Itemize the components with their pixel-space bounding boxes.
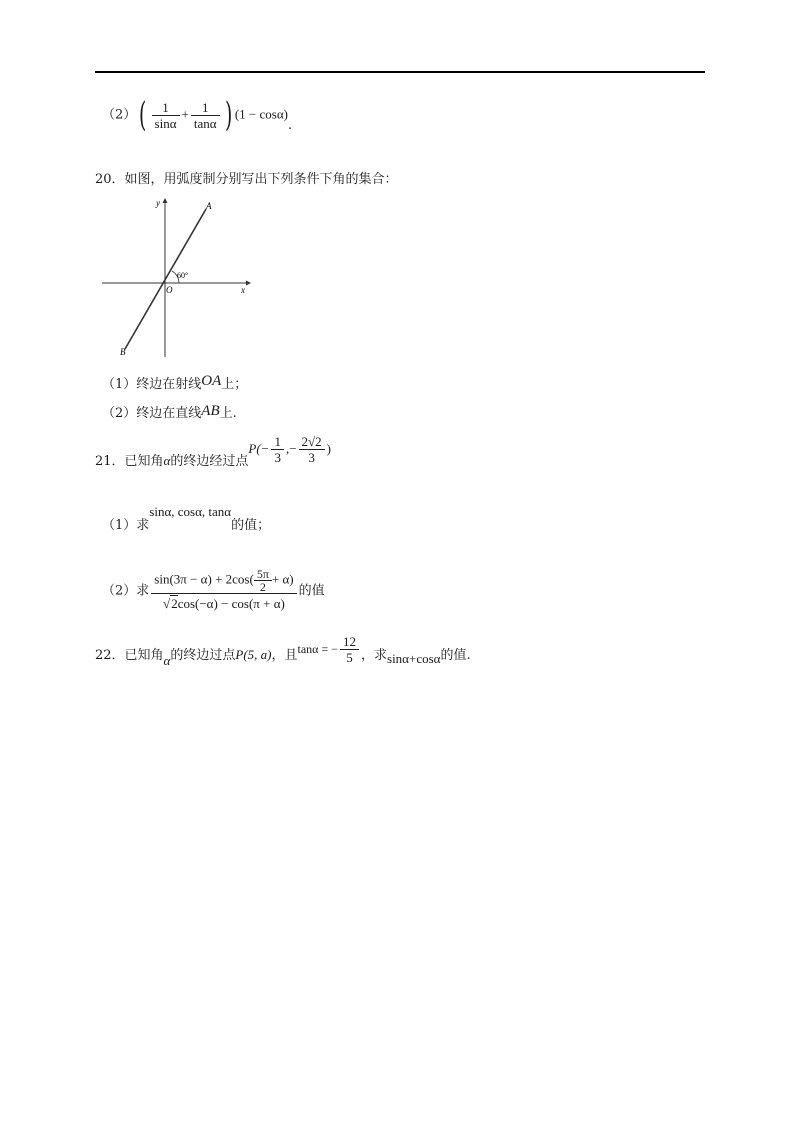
q22-prompt [95,634,471,671]
comma-minus: ,− [285,441,297,456]
sin-plus-cos: sinα+cosα [387,651,441,666]
tan-equation [298,634,361,665]
plus-sign: + [181,106,189,122]
numerator: 1 [191,100,220,116]
p-x-fraction [271,434,284,465]
big-fraction [151,568,296,614]
denominator: 5 [346,650,353,665]
numerator: 12 [340,634,359,650]
part2-text: （2）终边在直线 [102,406,202,421]
q21-text2: 的终边经过点 [170,454,249,469]
inner-denominator: 2 [259,580,266,594]
point-p-close: ) [326,441,332,456]
header-rule [95,71,705,73]
q22-mid: 的终边过点 [170,648,236,663]
alpha-symbol: α [163,453,171,468]
q22-suffix: 的值. [440,648,471,663]
point-p-open: P(− [248,441,270,456]
part2-text: （2）求 [102,583,150,599]
q20-figure [98,195,258,365]
alpha-symbol: α [163,653,171,668]
q21-part1 [102,504,271,535]
factor-expression: (1 − cosα) [234,106,288,122]
numerator: 1 [271,434,284,450]
fraction-1-over-tan [191,100,220,131]
radicand: 2 [171,596,178,611]
inner-numerator: 5π [254,568,272,581]
label-a: A [206,201,212,211]
q21-text: 21．已知角 [95,454,164,469]
part2-suffix: 上. [219,406,237,421]
q21-prompt [95,434,332,477]
q21-part2 [102,568,325,614]
label-x: x [241,285,245,295]
p-y-fraction [299,434,325,465]
q22-mid2: ，且 [271,648,298,663]
denominator: sinα [154,115,177,131]
fraction-1-over-sin [152,100,180,131]
label-angle: 60° [177,271,189,280]
ray-oa: OA [201,373,222,389]
q20-part2 [102,404,237,423]
q22-text: 22．已知角 [95,648,164,663]
num-part-a: sin(3π − α) + 2cos( [154,571,254,587]
part1-suffix: 的值； [231,518,271,533]
q20-part1 [102,375,247,394]
line-ab-label: AB [201,403,220,419]
part1-suffix: 上； [221,377,248,392]
right-paren: ) [224,95,232,135]
label-b: B [120,347,126,357]
q22-mid3: ，求 [361,648,388,663]
sqrt-sign: √ [163,596,171,611]
part1-text: （1）终边在射线 [102,377,202,392]
q19-part2 [102,95,293,135]
label-o: O [166,285,173,295]
part-label: （2） [102,107,137,123]
big-numerator [151,568,296,594]
y-axis-arrow [163,198,168,203]
point-p [248,434,331,465]
label-y: y [156,198,160,208]
inner-fraction [254,568,272,593]
num-part-b: + α) [271,571,294,587]
point-p: P(5, a) [235,647,272,662]
part2-suffix: 的值 [298,583,325,599]
numerator: 1 [152,100,180,116]
numerator: 2√2 [299,434,325,450]
denominator: 3 [308,450,315,465]
denominator: tanα [193,115,217,131]
big-denominator [151,594,296,614]
denominator: 3 [274,450,281,465]
den-rest: cos(−α) − cos(π + α) [177,596,285,611]
period: . [287,117,293,133]
left-paren: ( [139,95,147,135]
q20-prompt: 20．如图，用弧度制分别写出下列条件下角的集合： [95,172,398,187]
x-axis-arrow [246,281,251,286]
trig-list: sinα, cosα, tanα [149,504,232,519]
part1-text: （1）求 [102,518,150,533]
tan-fraction [340,634,359,665]
tan-lhs: tanα = − [297,642,338,656]
